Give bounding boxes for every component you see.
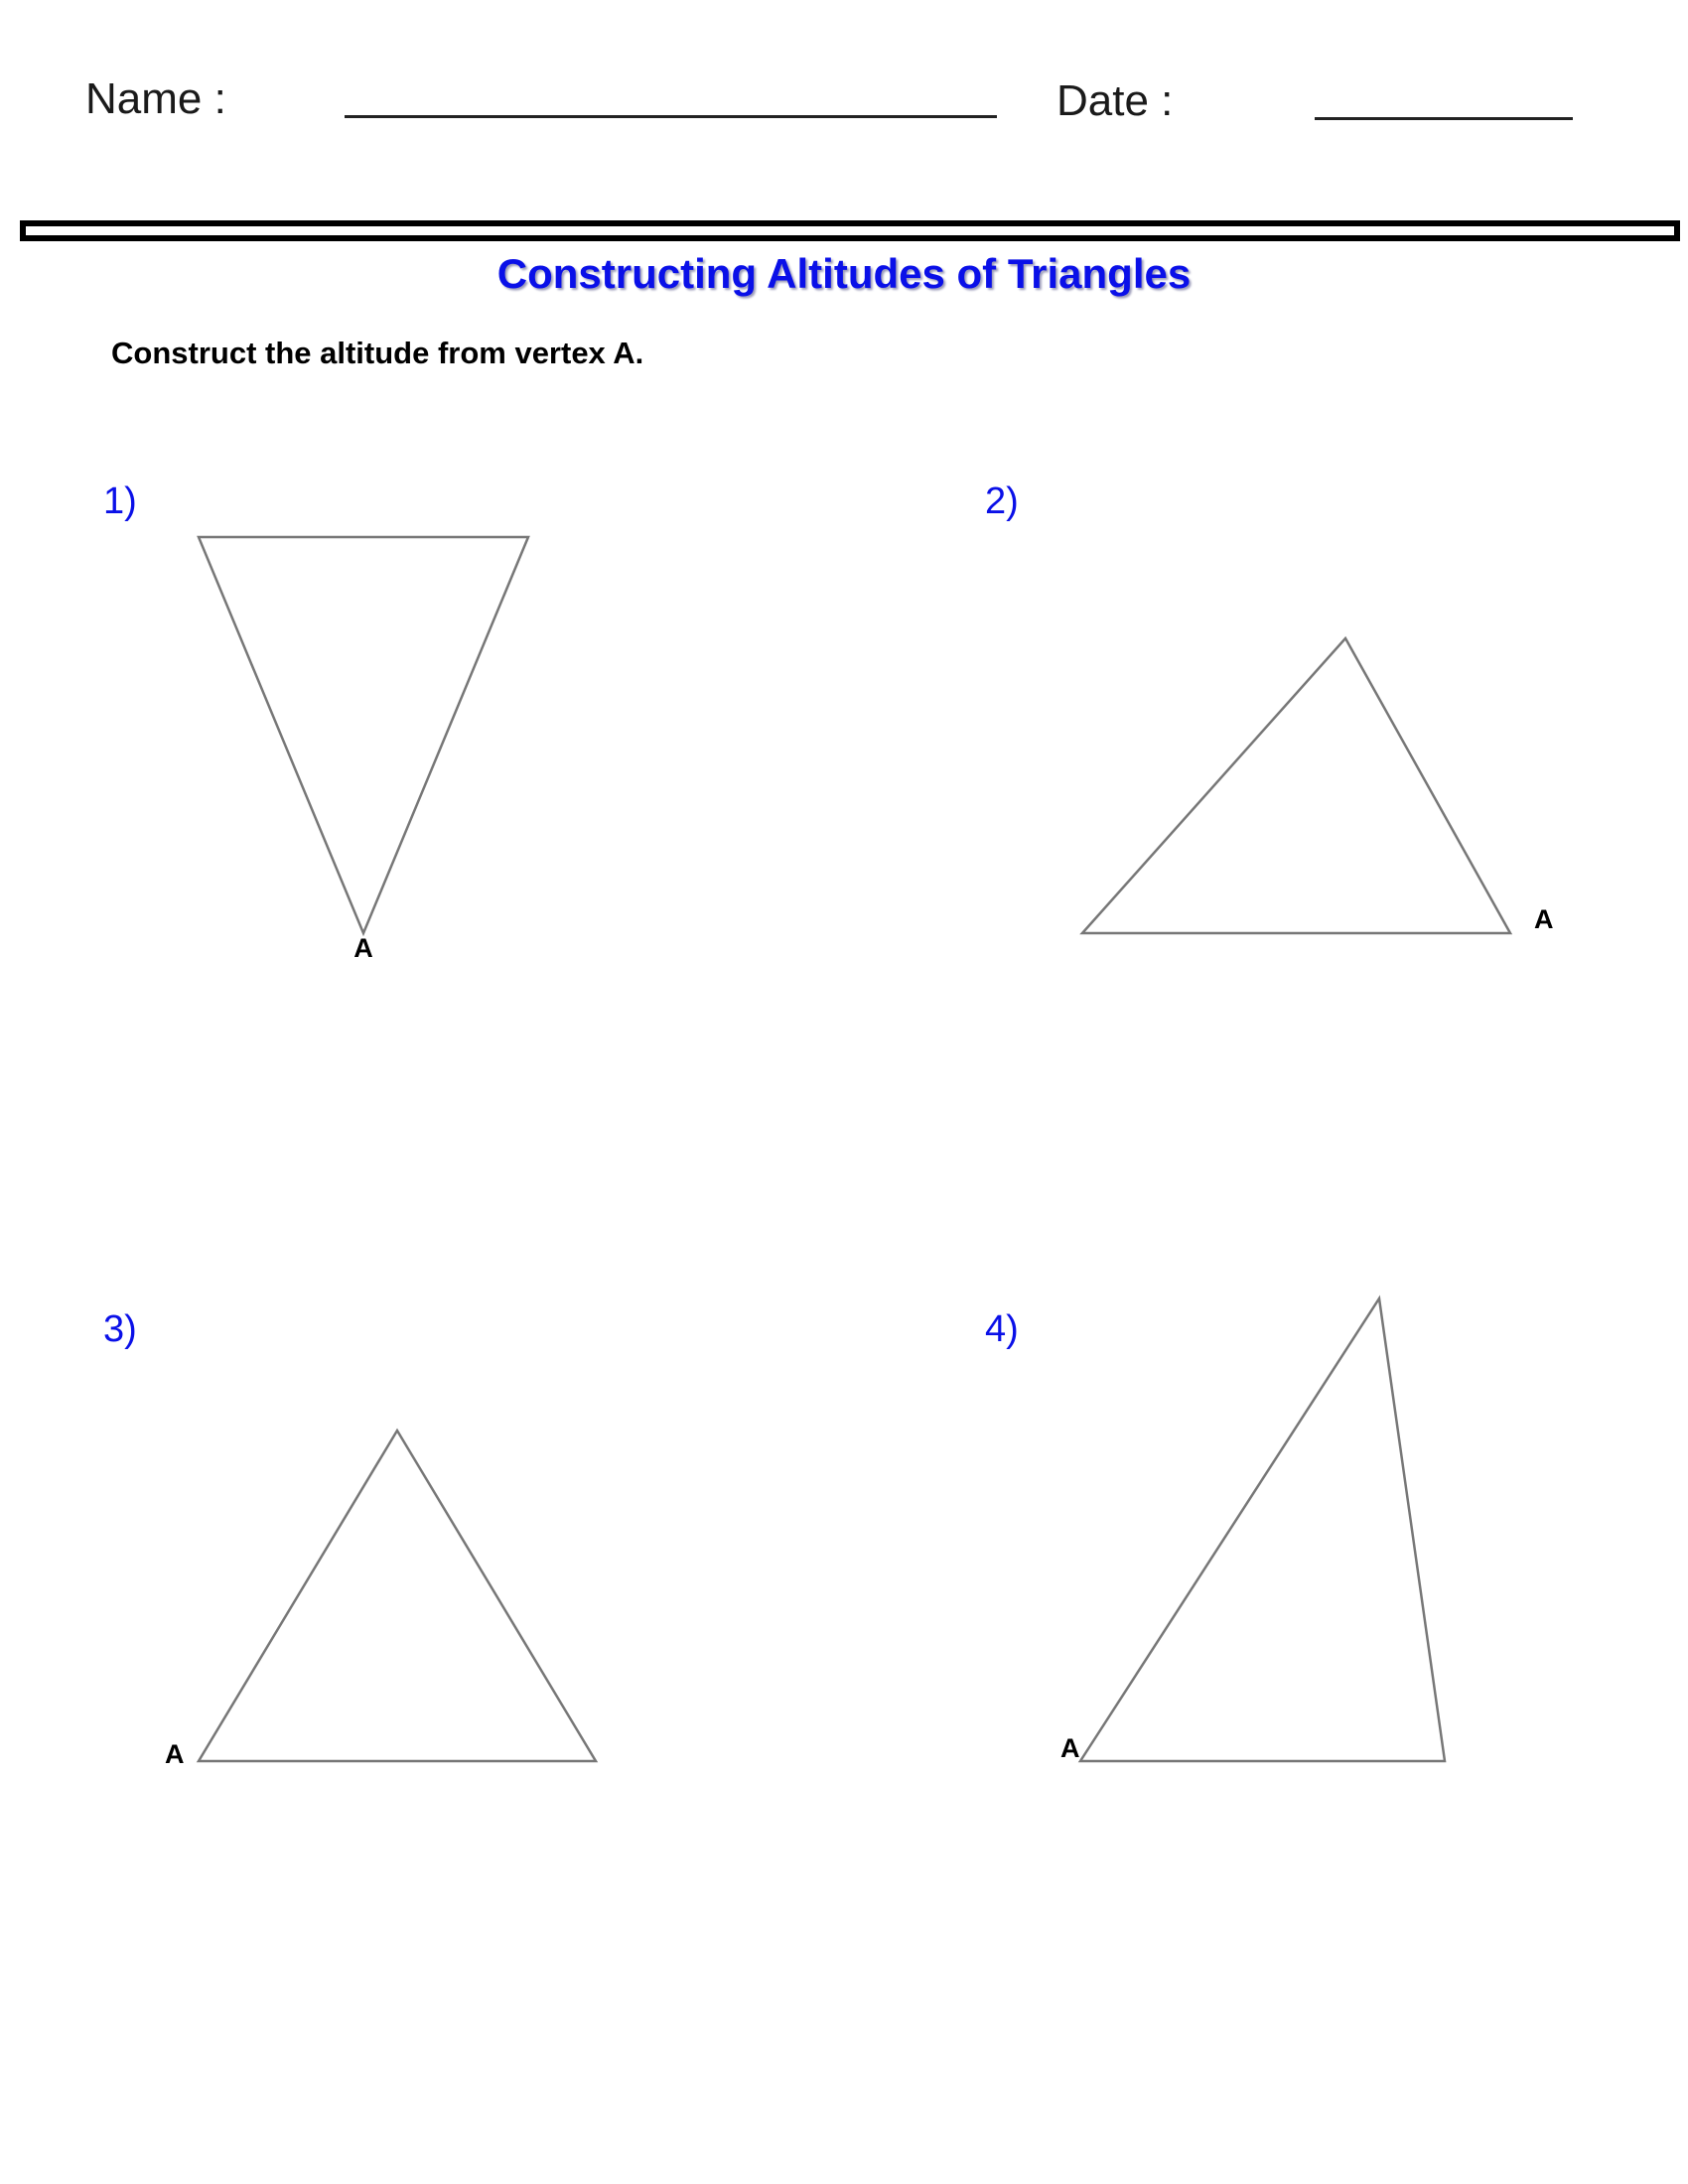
triangle-4 — [1080, 1298, 1445, 1761]
problem-4-vertex-label: A — [1060, 1733, 1080, 1763]
worksheet-title: Constructing Altitudes of Triangles — [496, 250, 1192, 297]
date-label: Date : — [1056, 76, 1174, 125]
triangle-2 — [1082, 638, 1510, 933]
triangle-1 — [199, 537, 528, 933]
problem-1-number: 1) — [103, 480, 137, 522]
triangle-3 — [199, 1431, 596, 1761]
instruction-text: Construct the altitude from vertex A. — [111, 336, 644, 370]
problem-2-number: 2) — [985, 480, 1019, 522]
problem-1-vertex-label: A — [353, 933, 373, 963]
name-label: Name : — [85, 74, 226, 123]
problem-4-number: 4) — [985, 1308, 1019, 1350]
problem-2-vertex-label: A — [1534, 904, 1554, 934]
problem-3-vertex-label: A — [165, 1739, 185, 1769]
problem-3-number: 3) — [103, 1308, 137, 1350]
